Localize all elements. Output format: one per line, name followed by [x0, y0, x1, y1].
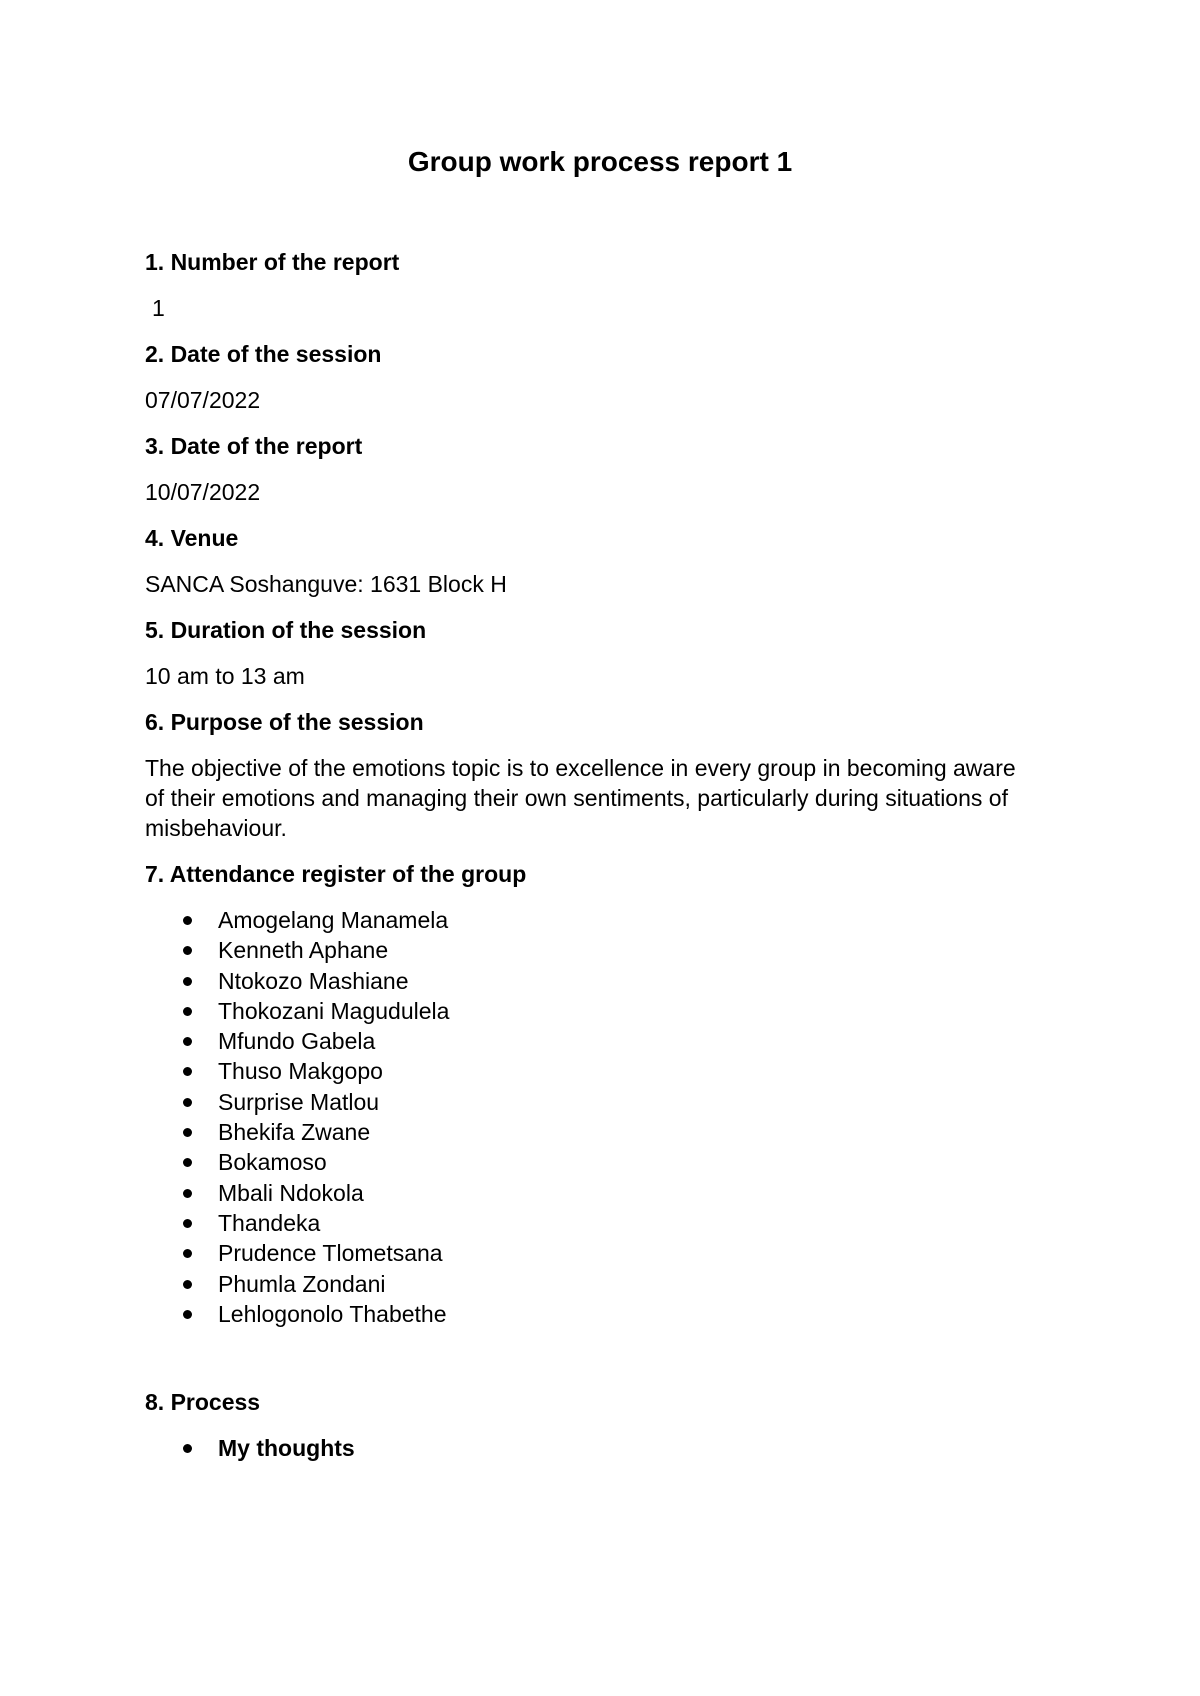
section-heading: 7. Attendance register of the group — [145, 861, 527, 887]
list-item — [145, 996, 1025, 1026]
bullet-icon — [183, 1189, 192, 1198]
section-venue — [145, 523, 1025, 599]
section-heading: 8. Process — [145, 1389, 261, 1416]
member-name: Bokamoso — [218, 1149, 327, 1176]
bullet-icon — [183, 1249, 192, 1258]
list-item — [145, 1026, 1025, 1056]
session-date-value: 07/07/2022 — [145, 387, 261, 413]
bullet-icon — [183, 1067, 192, 1076]
bullet-icon — [183, 1037, 192, 1046]
member-name: Bhekifa Zwane — [218, 1119, 371, 1146]
member-name: Mbali Ndokola — [218, 1179, 364, 1206]
purpose-paragraph: The objective of the emotions topic is to excellence in every group in becoming aware of their emotions and managing their own sentiments, particularly during situations of misbehaviour. — [145, 755, 1016, 841]
list-item — [145, 1178, 1025, 1208]
bullet-icon — [183, 1128, 192, 1137]
section-attendance — [145, 859, 1025, 1329]
member-name: Lehlogonolo Thabethe — [218, 1300, 447, 1327]
list-item — [145, 1269, 1025, 1299]
list-item — [145, 935, 1025, 965]
section-heading: 2. Date of the session — [145, 341, 382, 367]
section-number — [145, 247, 1025, 323]
member-name: Ntokozo Mashiane — [218, 967, 409, 994]
section-purpose — [145, 707, 1025, 843]
list-item — [145, 1433, 1025, 1463]
list-item — [145, 1117, 1025, 1147]
section-heading: 3. Date of the report — [145, 433, 363, 459]
bullet-icon — [183, 1280, 192, 1289]
bullet-icon — [183, 916, 192, 925]
member-name: Phumla Zondani — [218, 1270, 386, 1297]
section-process — [145, 1387, 1025, 1463]
list-item — [145, 1147, 1025, 1177]
bullet-icon — [183, 1219, 192, 1228]
bullet-icon — [183, 946, 192, 955]
process-item-label: My thoughts — [218, 1435, 355, 1462]
section-heading: 4. Venue — [145, 525, 239, 551]
member-name: Thuso Makgopo — [218, 1058, 383, 1085]
bullet-icon — [183, 1444, 192, 1453]
section-heading: 1. Number of the report — [145, 249, 400, 275]
venue-value: SANCA Soshanguve: 1631 Block H — [145, 571, 507, 597]
list-item — [145, 1056, 1025, 1086]
section-heading: 5. Duration of the session — [145, 617, 427, 643]
process-list — [145, 1433, 1025, 1463]
section-session-date — [145, 339, 1025, 415]
member-name: Mfundo Gabela — [218, 1028, 376, 1055]
list-item — [145, 1208, 1025, 1238]
member-name: Prudence Tlometsana — [218, 1240, 443, 1267]
bullet-icon — [183, 1007, 192, 1016]
list-item — [145, 905, 1025, 935]
report-number-value: 1 — [152, 295, 165, 321]
bullet-icon — [183, 1158, 192, 1167]
duration-value: 10 am to 13 am — [145, 663, 305, 689]
report-date-value: 10/07/2022 — [145, 479, 261, 505]
list-item — [145, 1238, 1025, 1268]
section-duration — [145, 615, 1025, 691]
member-name: Kenneth Aphane — [218, 937, 389, 964]
document-body — [145, 247, 1025, 1463]
member-name: Surprise Matlou — [218, 1088, 380, 1115]
attendance-list — [145, 905, 1025, 1329]
bullet-icon — [183, 1310, 192, 1319]
member-name: Thokozani Magudulela — [218, 997, 450, 1024]
bullet-icon — [183, 1098, 192, 1107]
section-report-date — [145, 431, 1025, 507]
list-item — [145, 1087, 1025, 1117]
member-name: Thandeka — [218, 1209, 321, 1236]
member-name: Amogelang Manamela — [218, 907, 449, 933]
document-title: Group work process report 1 — [407, 146, 793, 177]
bullet-icon — [183, 977, 192, 986]
list-item — [145, 966, 1025, 996]
list-item — [145, 1299, 1025, 1329]
section-heading: 6. Purpose of the session — [145, 709, 424, 735]
